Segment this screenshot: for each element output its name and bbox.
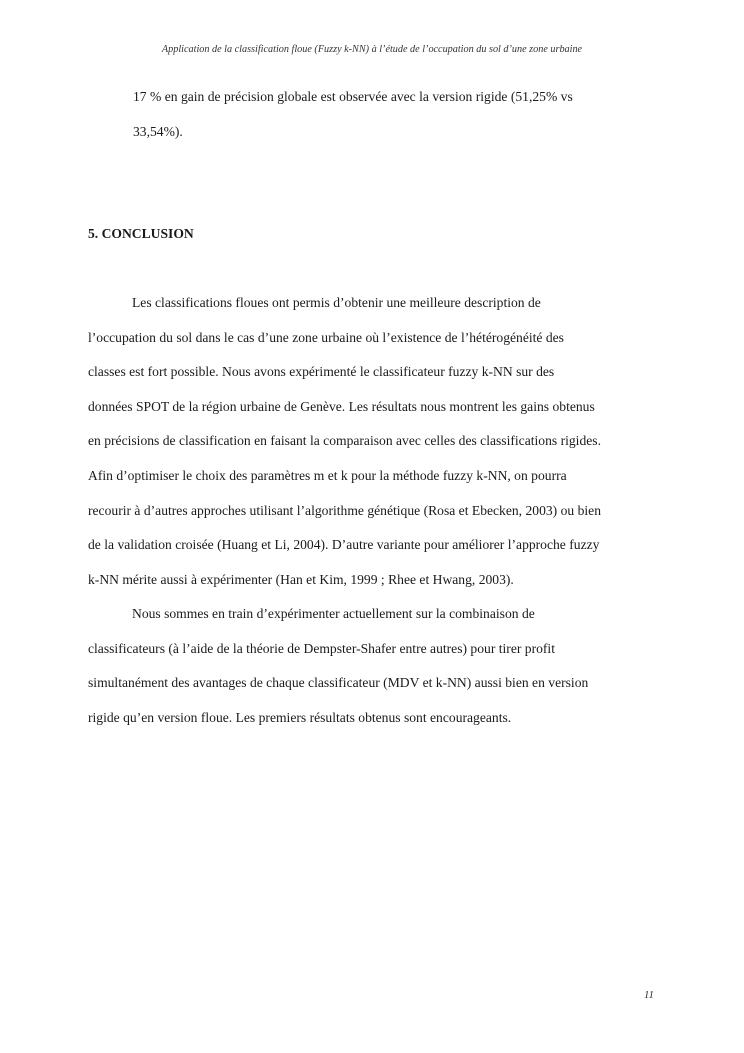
intro-line-2: 33,54%). xyxy=(133,123,183,139)
running-header: Application de la classification floue (Fuzzy k-NN) à l’étude de l’occupation du sol d’une zone urbaine xyxy=(161,44,583,55)
paragraph-line: classificateurs (à l’aide de la théorie de Dempster-Shafer entre autres) pour tirer profit xyxy=(88,640,555,656)
paragraph-line: k-NN mérite aussi à expérimenter (Han et Kim, 1999 ; Rhee et Hwang, 2003). xyxy=(88,571,514,587)
paragraph-line: de la validation croisée (Huang et Li, 2004). D’autre variante pour améliorer l’approche fuzzy xyxy=(88,537,600,553)
paragraph-line: Les classifications floues ont permis d’obtenir une meilleure description de xyxy=(132,295,541,310)
page-number: 11 xyxy=(643,989,654,1001)
paragraph-line: simultanément des avantages de chaque classificateur (MDV et k-NN) aussi bien en version xyxy=(88,675,589,691)
paragraph-line: en précisions de classification en faisant la comparaison avec celles des classifications rigides. xyxy=(88,433,601,449)
paragraph-line: l’occupation du sol dans le cas d’une zone urbaine où l’existence de l’hétérogénéité des xyxy=(88,329,564,345)
conclusion-paragraph-2 xyxy=(88,597,656,735)
paragraph-line: recourir à d’autres approches utilisant l’algorithme génétique (Rosa et Ebecken, 2003) ou bien xyxy=(88,502,601,518)
paragraph-line: Afin d’optimiser le choix des paramètres m et k pour la méthode fuzzy k-NN, on pourra xyxy=(88,467,567,483)
paragraph-line: classes est fort possible. Nous avons expérimenté le classificateur fuzzy k-NN sur des xyxy=(88,364,555,380)
intro-line-1: 17 % en gain de précision globale est observée avec la version rigide (51,25% vs xyxy=(133,89,573,104)
intro-continuation xyxy=(88,80,656,149)
paragraph-line: Nous sommes en train d’expérimenter actuellement sur la combinaison de xyxy=(132,606,535,621)
section-heading: 5. CONCLUSION xyxy=(88,226,194,241)
paragraph-line: rigide qu’en version floue. Les premiers résultats obtenus sont encourageants. xyxy=(88,709,512,725)
conclusion-paragraph-1 xyxy=(88,286,656,597)
paragraph-line: données SPOT de la région urbaine de Genève. Les résultats nous montrent les gains obtenus xyxy=(88,398,595,414)
